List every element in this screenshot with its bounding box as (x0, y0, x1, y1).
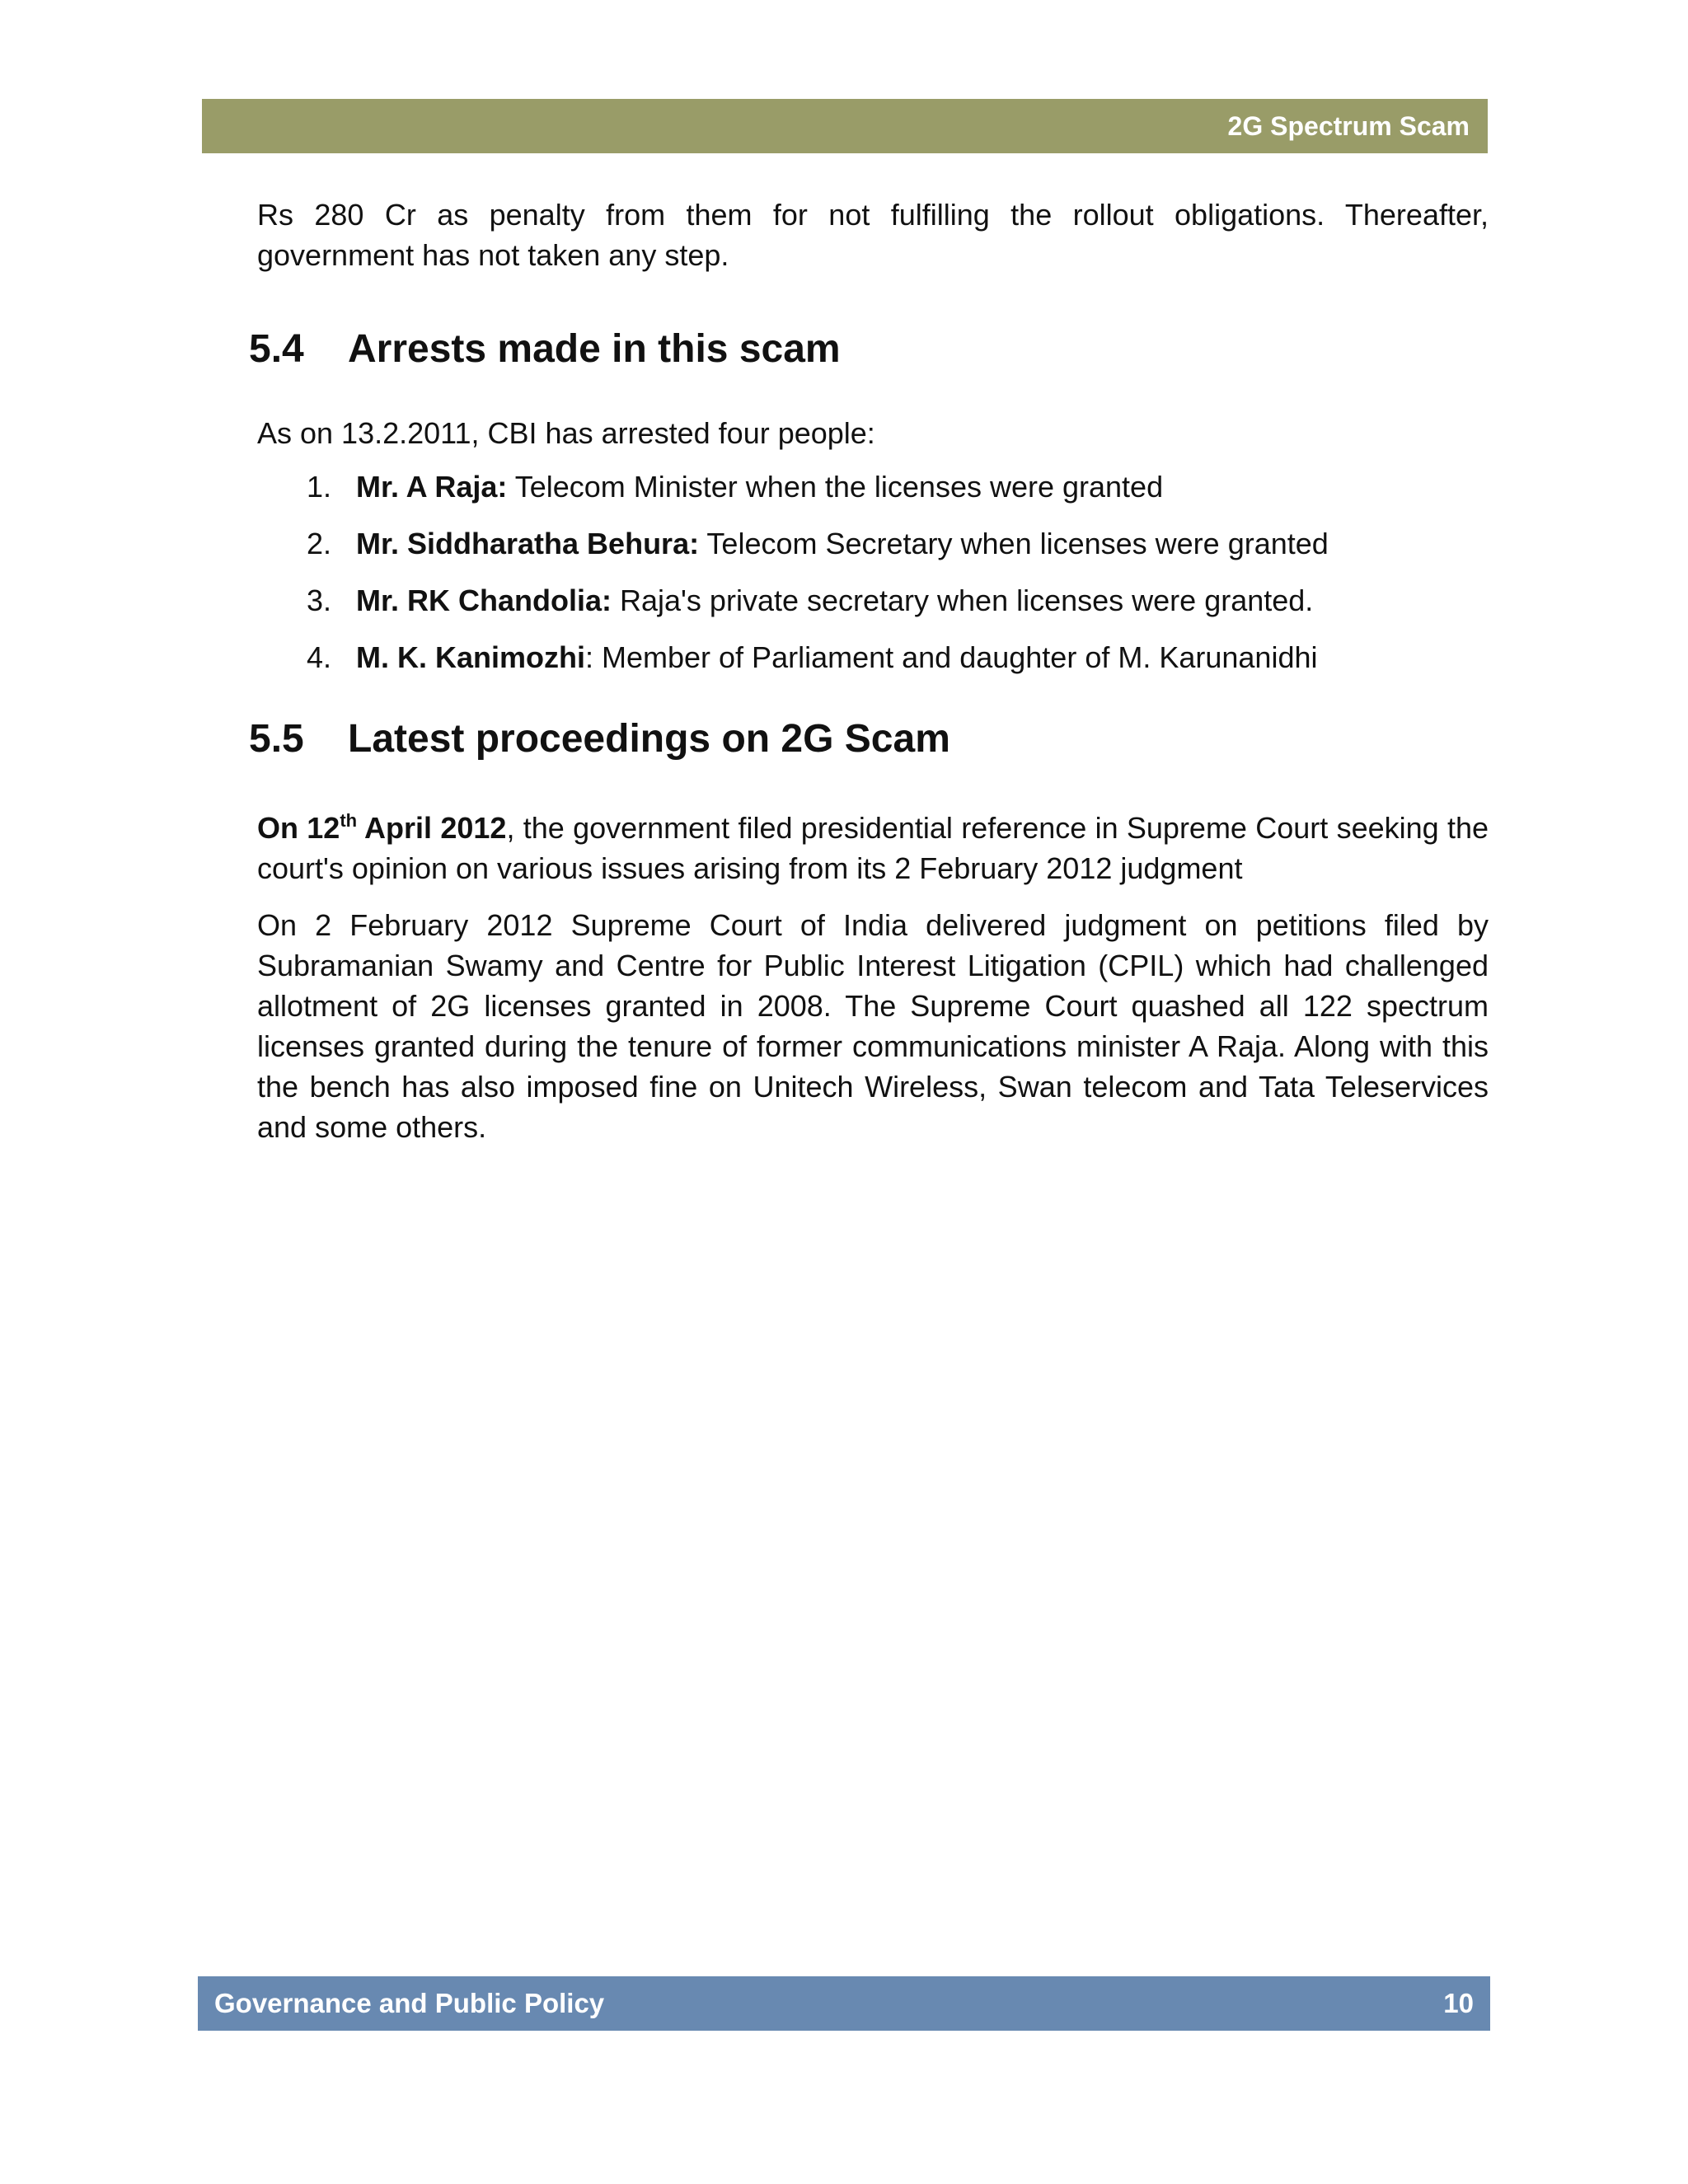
list-index: 2. (306, 527, 331, 560)
running-header (202, 99, 1488, 153)
person-name: Mr. Siddharatha Behura: (356, 527, 700, 560)
arrest-list (257, 466, 1489, 677)
section-number: 5.5 (249, 717, 304, 761)
footer-title: Governance and Public Policy (214, 1988, 605, 2018)
list-index: 3. (306, 583, 331, 617)
person-description: Telecom Secretary when licenses were granted (699, 527, 1329, 560)
arrests-intro: As on 13.2.2011, CBI has arrested four people: (257, 416, 875, 450)
proceedings-paragraph-1 (257, 808, 1489, 888)
list-item-text (356, 523, 1329, 564)
person-description: : Member of Parliament and daughter of M. Karunanidhi (585, 640, 1318, 674)
section-title: Latest proceedings on 2G Scam (348, 717, 950, 761)
list-item-text (356, 466, 1163, 507)
list-item-text (356, 580, 1313, 621)
ordinal-suffix: th (340, 810, 358, 831)
proceedings-paragraph-2: On 2 February 2012 Supreme Court of India delivered judgment on petitions filed by Subramanian Swamy and Centre for Public Interest Litigation (CPIL) which had challenged allotment of 2G licenses granted in 2008. The Supreme Court quashed all 122 spectrum licenses granted during the tenure of former communications minister A Raja. Along with this the bench has also imposed fine on Unitech Wireless, Swan telecom and Tata Teleservices and some others. (257, 908, 1489, 1144)
date-prefix: On 12 (257, 811, 340, 845)
date-emphasis (257, 811, 506, 845)
header-title: 2G Spectrum Scam (1227, 110, 1470, 141)
list-item (257, 637, 1489, 677)
list-item-text (356, 637, 1318, 677)
person-name: Mr. RK Chandolia: (356, 583, 612, 617)
list-item (257, 523, 1489, 564)
page-number: 10 (1443, 1988, 1474, 2018)
list-index: 4. (306, 640, 331, 674)
section-heading-5-5 (249, 715, 1489, 763)
section-heading-5-4 (249, 326, 1489, 373)
paragraph-text: , the government filed presidential reference in Supreme Court seeking the court's opinion on various issues arising from its 2 February 2012 judgment (257, 811, 1489, 885)
person-description: Raja's private secretary when licenses were granted. (612, 583, 1314, 617)
person-name: M. K. Kanimozhi (356, 640, 585, 674)
section-title: Arrests made in this scam (348, 327, 841, 371)
page-body (249, 194, 1489, 1147)
date-suffix: April 2012 (357, 811, 507, 845)
running-footer (198, 1976, 1490, 2031)
list-index: 1. (306, 470, 331, 504)
section-number: 5.4 (249, 327, 304, 371)
person-description: Telecom Minister when the licenses were granted (507, 470, 1164, 504)
person-name: Mr. A Raja: (356, 470, 508, 504)
list-item (257, 466, 1489, 507)
list-item (257, 580, 1489, 621)
intro-paragraph: Rs 280 Cr as penalty from them for not fulfilling the rollout obligations. Thereafter, government has not taken any step. (257, 198, 1489, 272)
